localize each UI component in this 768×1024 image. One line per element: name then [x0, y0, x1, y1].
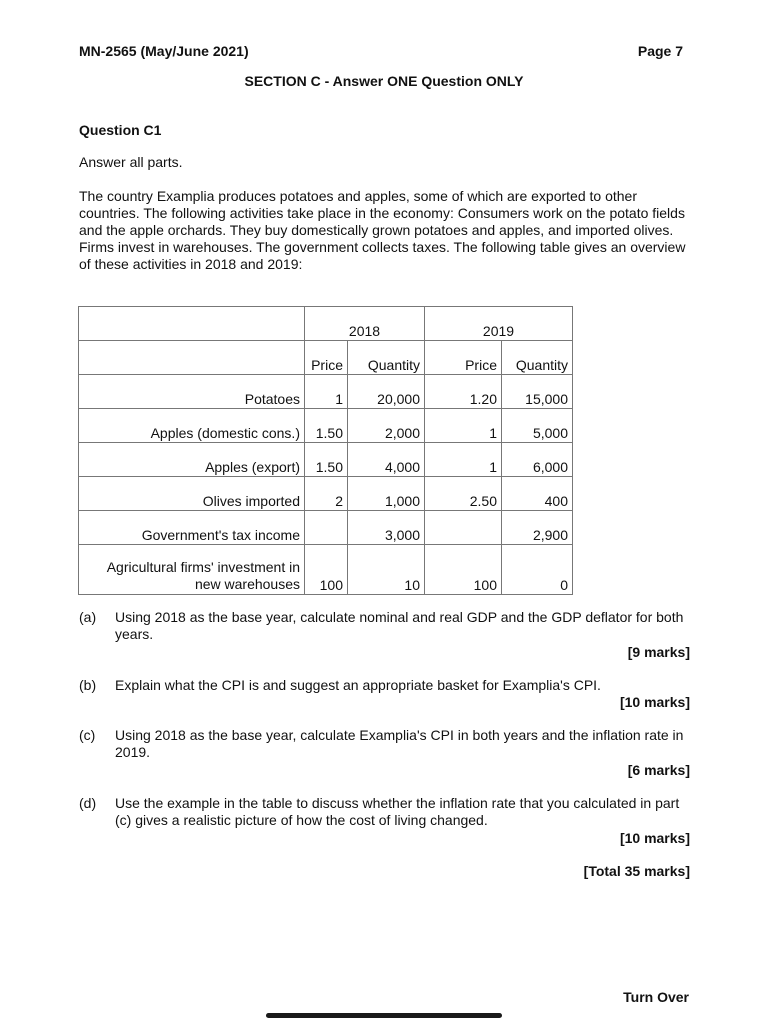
row-label: Apples (export)	[79, 443, 305, 477]
part-label: (c)	[79, 727, 96, 743]
part-text: Explain what the CPI is and suggest an appropriate basket for Examplia's CPI.	[115, 677, 601, 693]
quantity-2018: 4,000	[348, 443, 425, 477]
price-2019-header: Price	[425, 341, 502, 375]
year-2018-header: 2018	[305, 307, 425, 341]
quantity-2018: 2,000	[348, 409, 425, 443]
table-corner-cell	[79, 307, 305, 341]
page-number: Page 7	[637, 43, 683, 59]
row-label: Apples (domestic cons.)	[79, 409, 305, 443]
quantity-2019: 5,000	[502, 409, 573, 443]
part-label: (d)	[79, 795, 97, 811]
quantity-2019: 15,000	[502, 375, 573, 409]
total-marks: [Total 35 marks]	[583, 863, 690, 879]
instruction: Answer all parts.	[79, 154, 183, 170]
quantity-2019: 2,900	[502, 511, 573, 545]
row-label: Government's tax income	[79, 511, 305, 545]
table-row	[79, 477, 573, 511]
part-label: (b)	[79, 677, 97, 693]
quantity-2019: 6,000	[502, 443, 573, 477]
question-title: Question C1	[79, 122, 162, 138]
part-d-marks: [10 marks]	[619, 830, 690, 846]
part-c-marks: [6 marks]	[627, 762, 690, 778]
price-2018-header: Price	[305, 341, 348, 375]
price-2018: 1.50	[305, 443, 348, 477]
part-a-marks: [9 marks]	[627, 644, 690, 660]
activity-table	[78, 306, 573, 595]
price-2019	[425, 511, 502, 545]
table-header-row	[79, 341, 573, 375]
quantity-2019-header: Quantity	[502, 341, 573, 375]
table-row	[79, 375, 573, 409]
intro-paragraph: The country Examplia produces potatoes and apples, some of which are exported to other countries. The following activities take place in the economy: Consumers work on the potato fields and the apple orchards. They buy domestically grown potatoes and apples, and imported olives. Firms invest in warehouses. The government collects taxes. The following table gives an overview of these activities in 2018 and 2019:	[79, 188, 686, 272]
row-label: Potatoes	[79, 375, 305, 409]
section-title: SECTION C - Answer ONE Question ONLY	[244, 73, 524, 89]
price-2018: 1.50	[305, 409, 348, 443]
table-year-row	[79, 307, 573, 341]
quantity-2019: 0	[502, 545, 573, 595]
table-row	[79, 443, 573, 477]
price-2019: 100	[425, 545, 502, 595]
quantity-2018: 20,000	[348, 375, 425, 409]
quantity-2018: 10	[348, 545, 425, 595]
price-2019: 1.20	[425, 375, 502, 409]
quantity-2018-header: Quantity	[348, 341, 425, 375]
price-2019: 1	[425, 409, 502, 443]
price-2018	[305, 511, 348, 545]
part-text: Use the example in the table to discuss whether the inflation rate that you calculated in part (c) gives a realistic picture of how the cost of living changed.	[115, 795, 680, 828]
row-label: Agricultural firms' investment in new warehouses	[79, 545, 305, 595]
quantity-2018: 1,000	[348, 477, 425, 511]
table-row	[79, 545, 573, 595]
table-header-blank	[79, 341, 305, 375]
price-2018: 2	[305, 477, 348, 511]
row-label: Olives imported	[79, 477, 305, 511]
table-row	[79, 409, 573, 443]
price-2018: 1	[305, 375, 348, 409]
part-text: Using 2018 as the base year, calculate Examplia's CPI in both years and the inflation rate in 2019.	[115, 727, 684, 760]
part-label: (a)	[79, 609, 97, 625]
exam-code: MN-2565 (May/June 2021)	[79, 43, 249, 59]
part-text: Using 2018 as the base year, calculate nominal and real GDP and the GDP deflator for both years.	[115, 609, 684, 642]
home-indicator[interactable]	[266, 1013, 502, 1018]
quantity-2019: 400	[502, 477, 573, 511]
price-2019: 2.50	[425, 477, 502, 511]
table-row	[79, 511, 573, 545]
turn-over: Turn Over	[623, 989, 689, 1005]
year-2019-header: 2019	[425, 307, 573, 341]
price-2019: 1	[425, 443, 502, 477]
price-2018: 100	[305, 545, 348, 595]
part-b-marks: [10 marks]	[619, 694, 690, 710]
quantity-2018: 3,000	[348, 511, 425, 545]
